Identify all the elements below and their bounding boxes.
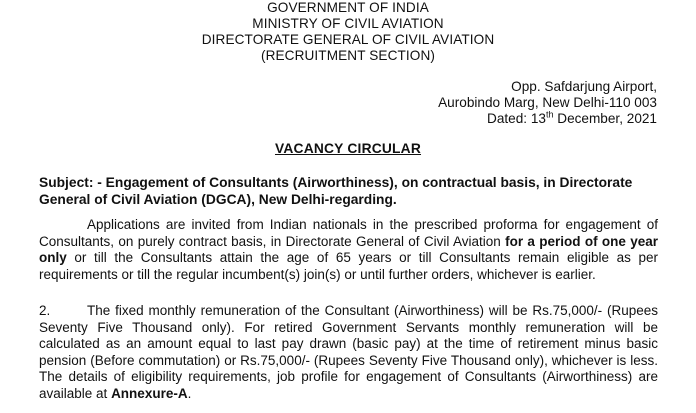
paragraph-1 xyxy=(39,217,658,283)
subject-line: Subject: - Engagement of Consultants (Airworthiness), on contractual basis, in Directorate General of Civil Aviation (DGCA), New Delhi-regarding. xyxy=(39,175,633,207)
paragraph-2-text-b: . xyxy=(187,385,192,401)
address-line-1: Opp. Safdarjung Airport, xyxy=(511,79,657,94)
header-directorate: DIRECTORATE GENERAL OF CIVIL AVIATION xyxy=(201,32,495,47)
header-government: GOVERNMENT OF INDIA xyxy=(267,0,429,15)
issue-date xyxy=(487,111,657,127)
annexure-reference: Annexure-A xyxy=(111,385,188,401)
date-superscript: th xyxy=(545,109,554,120)
paragraph-2-text-a: The fixed monthly remuneration of the Consultant (Airworthiness) will be Rs.75,000/- (Rupees Seventy Five Thousand only). For retired Government Servants monthly remuneration will be calculated as an amount equal to last pay drawn (basic pay) at the time of retirement minus basic pension (Before commutation) or Rs.75,000/- (Rupees Seventy Five Thousand only), whichever is less. The details of eligibility requirements, job profile for engagement of Consultants (Airworthiness) are available at xyxy=(39,303,658,401)
paragraph-2 xyxy=(39,303,658,403)
header-section: (RECRUITMENT SECTION) xyxy=(260,48,436,63)
paragraph-1-text-b: or till the Consultants attain the age of 65 years or till Consultants remain eligible as per requirements or till the regular incumbent(s) join(s) or until further orders, whichever is earlier. xyxy=(39,250,658,282)
paragraph-2-number: 2. xyxy=(39,303,51,318)
address-line-2: Aurobindo Marg, New Delhi-110 003 xyxy=(438,95,657,110)
circular-title: VACANCY CIRCULAR xyxy=(274,141,422,156)
header-ministry: MINISTRY OF CIVIL AVIATION xyxy=(252,16,444,31)
paragraph-1-text-a: Applications are invited from Indian nationals in the prescribed proforma for engagement of Consultants, on purely contract basis, in Directorate General of Civil Aviation xyxy=(39,217,658,249)
paragraph-1-bold: for a period of one year only xyxy=(39,233,658,266)
date-suffix: December, 2021 xyxy=(553,111,657,126)
date-prefix: Dated: 13 xyxy=(487,111,546,126)
